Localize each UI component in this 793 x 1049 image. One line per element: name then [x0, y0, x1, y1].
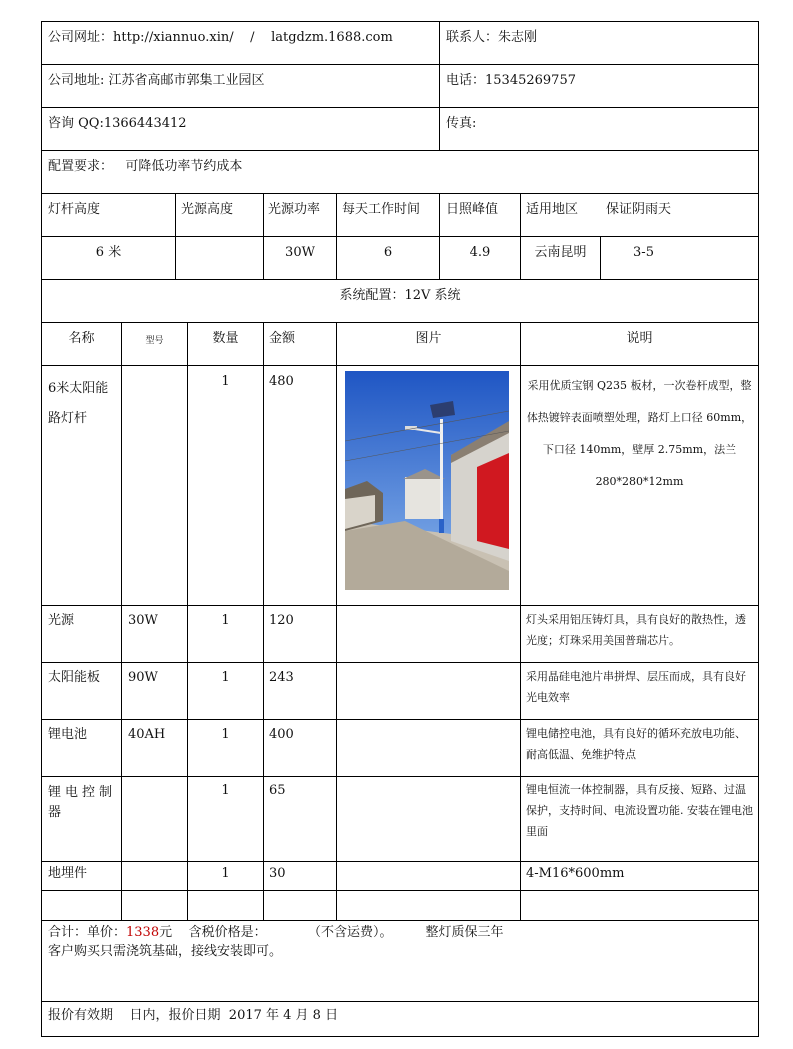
contact-label: 联系人：: [446, 30, 499, 45]
spec-header-pole-height: 灯杆高度: [48, 202, 101, 217]
item-qty: 1: [221, 670, 230, 685]
item-amount: 120: [269, 613, 294, 628]
item-model: 90W: [128, 670, 158, 685]
item-name: 太阳能板: [48, 670, 101, 685]
address-value: 江苏省高邮市郭集工业园区: [108, 73, 265, 88]
item-qty: 1: [221, 374, 230, 389]
col-header-image: 图片: [415, 331, 442, 346]
phone-label: 电话：: [446, 73, 486, 88]
item-name: 地埋件: [48, 866, 88, 881]
spec-value-pole-height: 6 米: [95, 245, 122, 260]
item-qty: 1: [221, 783, 230, 798]
spec-value-rainy-days: 3-5: [633, 245, 654, 260]
fax-label: 传真:: [446, 116, 477, 131]
item-model: 30W: [128, 613, 158, 628]
spec-value-light-power: 30W: [285, 245, 315, 260]
item-amount: 243: [269, 670, 294, 685]
qq-label: 咨询 QQ:: [48, 116, 104, 131]
totals-mid: 元 含税价格是： （不含运费）。 整灯质保三年: [159, 925, 504, 940]
col-header-amount: 金额: [269, 331, 296, 346]
item-qty: 1: [221, 866, 230, 881]
item-name: 6米太阳能路灯杆: [48, 381, 109, 426]
item-description: 采用优质宝钢 Q235 板材，一次卷杆成型，整体热镀锌表面喷塑处理，路灯上口径 60mm，下口径 140mm，壁厚 2.75mm，法兰 280*280*12mm: [526, 379, 753, 488]
spec-header-rainy-days: 保证阴雨天: [606, 202, 672, 217]
spec-header-light-height: 光源高度: [181, 202, 234, 217]
address-row: [48, 73, 265, 89]
item-name: 光源: [48, 613, 75, 628]
spec-value-sun-peak: 4.9: [469, 245, 491, 260]
totals-line: [48, 925, 504, 941]
item-name: 锂电控制器: [48, 785, 117, 820]
install-note: 客户购买只需浇筑基础，接线安装即可。: [48, 944, 283, 959]
col-header-desc: 说明: [626, 331, 653, 346]
website-label: 公司网址：: [48, 30, 114, 45]
item-amount: 65: [269, 783, 286, 798]
spec-value-work-time: 6: [383, 245, 393, 260]
item-description: 灯头采用铝压铸灯具，具有良好的散热性，透光度；灯珠采用美国普瑞芯片。: [526, 613, 746, 647]
totals-prefix: 合计：单价：: [48, 925, 127, 940]
item-name: 锂电池: [48, 727, 88, 742]
spec-header-light-power: 光源功率: [268, 202, 321, 217]
street-light-photo: [345, 371, 509, 590]
item-model: 40AH: [128, 727, 166, 742]
contact-row: [446, 30, 537, 46]
phone-row: [446, 73, 576, 89]
col-header-name: 名称: [68, 331, 95, 346]
item-amount: 400: [269, 727, 294, 742]
item-description: 锂电储控电池，具有良好的循环充放电功能、耐高低温、免维护特点: [526, 727, 746, 761]
qq-value: 1366443412: [103, 116, 187, 131]
item-description: 锂电恒流一体控制器，具有反接、短路、过温保护，支持时间、电流设置功能. 安装在锂电池里面: [526, 783, 753, 838]
config-req-value: 可降低功率节约成本: [125, 159, 243, 174]
spec-value-region: 云南昆明: [534, 245, 587, 260]
config-requirement-row: [48, 159, 242, 175]
address-label: 公司地址:: [48, 73, 105, 88]
quote-validity: 报价有效期 日内，报价日期 2017 年 4 月 8 日: [48, 1008, 339, 1023]
qq-row: [48, 116, 187, 132]
item-amount: 480: [269, 374, 294, 389]
col-header-qty: 数量: [212, 331, 239, 346]
unit-price: 1338: [126, 925, 160, 940]
item-qty: 1: [221, 613, 230, 628]
system-config: 系统配置：12V 系统: [339, 288, 461, 303]
website-row: [48, 30, 393, 46]
website-value: http://xiannuo.xin/ / latgdzm.1688.com: [113, 30, 393, 45]
fax-row: [446, 116, 476, 132]
spec-header-work-time: 每天工作时间: [342, 202, 421, 217]
phone-value: 15345269757: [485, 73, 576, 88]
item-description: 采用晶硅电池片串拼焊、层压而成，具有良好光电效率: [526, 670, 746, 704]
spec-header-region: 适用地区: [526, 202, 579, 217]
item-amount: 30: [269, 866, 286, 881]
item-qty: 1: [221, 727, 230, 742]
contact-value: 朱志刚: [498, 30, 538, 45]
item-description: 4-M16*600mm: [526, 866, 625, 881]
col-header-model: 型号: [145, 336, 164, 346]
spec-header-sun-peak: 日照峰值: [446, 202, 499, 217]
config-req-label: 配置要求：: [48, 159, 114, 174]
